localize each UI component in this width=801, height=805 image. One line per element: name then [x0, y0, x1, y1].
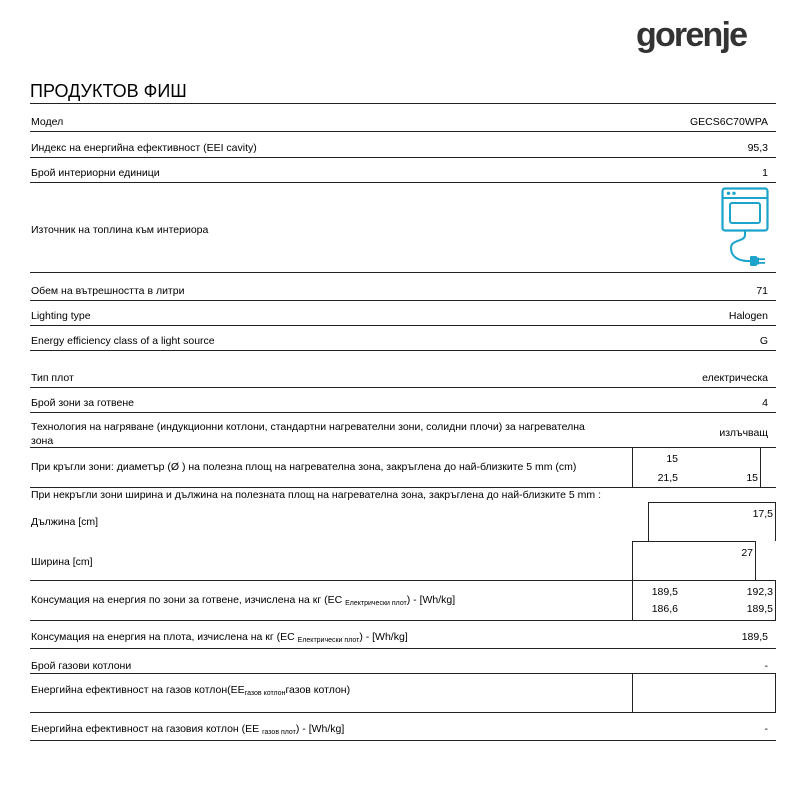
- row-zone-consumption: [30, 581, 776, 621]
- label-text: Консумация на енергия на плота, изчислена на кг (EC: [31, 631, 298, 643]
- cavities-value: 1: [762, 167, 768, 179]
- heating-technology-value: излъчващ: [719, 427, 768, 439]
- model-label: Модел: [31, 116, 64, 128]
- round-zones-values-box: [632, 448, 761, 487]
- gas-burner-efficiency-label: [31, 684, 350, 696]
- round-zone-value: 15: [746, 472, 758, 484]
- row-non-round-zones: [30, 488, 776, 581]
- row-model: [30, 104, 776, 132]
- width-value-box: [632, 541, 756, 580]
- length-value: 17,5: [752, 508, 773, 520]
- lighting-type-value: Halogen: [728, 310, 768, 322]
- gas-hob-efficiency-value: -: [764, 723, 768, 735]
- row-zones: [30, 388, 776, 413]
- light-class-label: Energy efficiency class of a light source: [31, 335, 215, 347]
- label-text: газов котлон): [285, 684, 351, 696]
- zone-consumption-values-box: [632, 581, 776, 620]
- gas-hob-efficiency-label: [31, 723, 344, 735]
- volume-label: Обем на вътрешността в литри: [31, 285, 185, 297]
- label-text: Енергийна ефективност на газовия котлон (EE: [31, 723, 263, 735]
- row-volume: [30, 273, 776, 301]
- row-light-class: [30, 326, 776, 351]
- eei-value: 95,3: [747, 142, 768, 154]
- label-text: Енергийна ефективност на газов котлон(EE: [31, 684, 245, 696]
- zone-consumption-label: [31, 594, 455, 606]
- row-heating-technology: [30, 413, 776, 448]
- label-subscript: газов плот: [262, 729, 296, 736]
- hob-type-value: електрическа: [702, 372, 768, 384]
- brand-logo: gorenje: [636, 16, 747, 54]
- electric-oven-plug-icon: [720, 186, 770, 270]
- round-zone-value: 21,5: [657, 472, 678, 484]
- zone-consumption-value: 186,6: [651, 603, 678, 615]
- row-round-zones: [30, 448, 776, 488]
- row-gas-burners: [30, 649, 776, 674]
- cavities-label: Брой интериорни единици: [31, 167, 160, 179]
- row-eei: [30, 132, 776, 158]
- zones-label: Брой зони за готвене: [31, 397, 134, 409]
- row-hob-consumption: [30, 621, 776, 649]
- gas-burners-label: Брой газови котлони: [31, 660, 132, 672]
- lighting-type-label: Lighting type: [31, 310, 91, 322]
- light-class-value: G: [759, 335, 768, 347]
- volume-value: 71: [756, 285, 768, 297]
- hob-consumption-label: [31, 631, 408, 643]
- width-label: Ширина [cm]: [31, 556, 93, 568]
- row-cavities: [30, 158, 776, 183]
- label-text: Консумация на енергия по зони за готвене, изчислена на кг (EC: [31, 594, 346, 606]
- zones-value: 4: [762, 397, 768, 409]
- zone-consumption-value: 192,3: [746, 586, 773, 598]
- zone-consumption-value: 189,5: [746, 603, 773, 615]
- label-subscript: газов котлон: [244, 690, 286, 697]
- model-value: GECS6C70WPA: [690, 116, 768, 128]
- heating-technology-label: Технология на нагряване (индукционни котлони, стандартни нагревателни зони, солидни плочи) за нагревателна зона: [31, 421, 585, 447]
- hob-type-label: Тип плот: [31, 372, 74, 384]
- zone-consumption-value: 189,5: [651, 586, 678, 598]
- hob-consumption-value: 189,5: [741, 631, 768, 643]
- length-label: Дължина [cm]: [31, 516, 99, 528]
- row-gas-burner-efficiency: [30, 674, 776, 713]
- label-subscript: Електрически плот: [297, 637, 360, 644]
- round-zone-value: 15: [666, 453, 678, 465]
- row-gas-hob-efficiency: [30, 713, 776, 741]
- length-value-box: [648, 502, 776, 541]
- round-zones-label: При кръгли зони: диаметър (Ø ) на полезна площ на нагревателна зона, закръглена до най-близките 5 mm (cm): [31, 461, 577, 473]
- row-hob-type: [30, 351, 776, 388]
- width-value: 27: [741, 547, 753, 559]
- row-lighting-type: [30, 301, 776, 326]
- gas-burners-value: -: [764, 660, 768, 672]
- row-heat-source: [30, 183, 776, 273]
- heat-source-label: Източник на топлина към интериора: [31, 224, 209, 236]
- gas-burner-efficiency-values-box: [632, 674, 776, 712]
- non-round-zones-label: При некръгли зони ширина и дължина на полезната площ на нагревателна зона, закръглена до най-близките 5 mm :: [31, 489, 602, 501]
- label-text: ) - [Wh/kg]: [406, 594, 456, 606]
- label-text: ) - [Wh/kg]: [295, 723, 345, 735]
- eei-label: Индекс на енергийна ефективност (EEI cavity): [31, 142, 257, 154]
- label-text: ) - [Wh/kg]: [359, 631, 408, 643]
- label-subscript: Електрически плот: [345, 600, 407, 607]
- page-title: ПРОДУКТОВ ФИШ: [30, 81, 187, 101]
